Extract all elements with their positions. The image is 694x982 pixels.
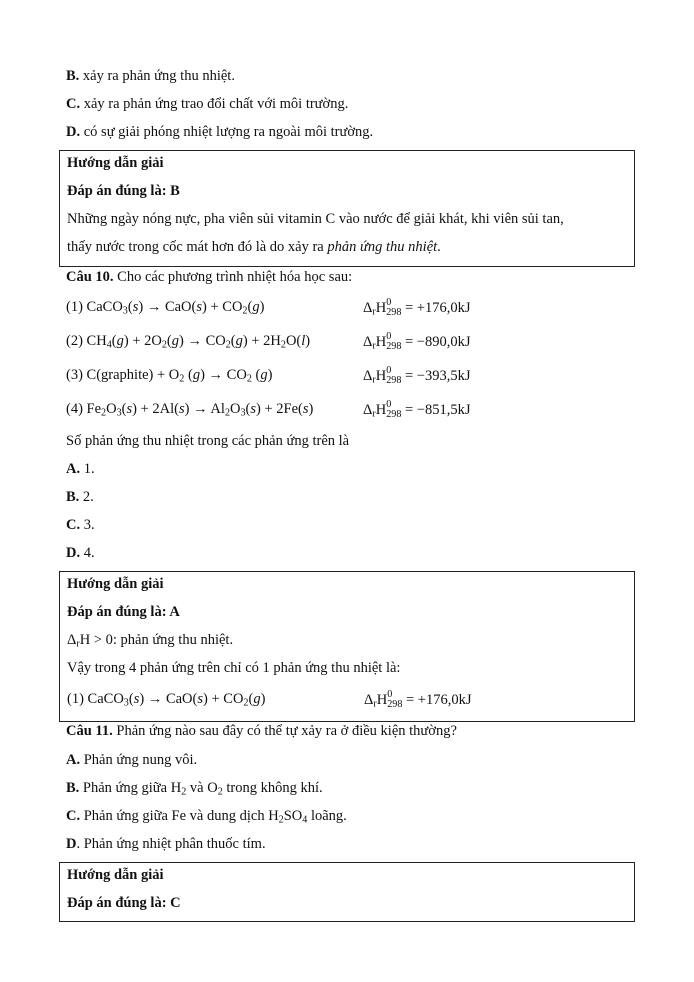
q10-option-a: A. 1. bbox=[66, 461, 95, 477]
reaction-3: (3) C(graphite) + $O_2$ $(g) \to CO_2$ (g) $\Delta_rH$ 0 298 = −393,5kJ bbox=[66, 365, 471, 386]
solution-text-line: Vậy trong 4 phản ứng trên chỉ có 1 phản ứng thu nhiệt là: bbox=[67, 660, 401, 676]
enthalpy-value: $\Delta_rH$ 0 298 = −393,5kJ bbox=[363, 365, 471, 386]
solution-box-q11 bbox=[59, 862, 635, 922]
question-11: Câu 11. Phản ứng nào sau đây có thể tự xảy ra ở điều kiện thường? bbox=[66, 723, 457, 739]
q11-option-a: A. Phản ứng nung vôi. bbox=[66, 752, 198, 768]
solution-answer: Đáp án đúng là: B bbox=[67, 183, 180, 199]
solution-answer: Đáp án đúng là: C bbox=[67, 895, 181, 911]
solution-heading: Hướng dẫn giải bbox=[67, 155, 164, 171]
solution-condition: $\Delta_rH > 0$: phản ứng thu nhiệt. bbox=[67, 632, 234, 650]
reaction-4: (4) $Fe_2O_3(s) + 2Al(s) \to Al_2O_3(s) + 2Fe(s)$ $\Delta_rH$ 0 298 = −851,5kJ bbox=[66, 399, 471, 420]
q9-option-d: D. có sự giải phóng nhiệt lượng ra ngoài môi trường. bbox=[66, 124, 374, 140]
solution-box-q9 bbox=[59, 150, 635, 267]
q11-option-b: B. Phản ứng giữa $H_2$ và $O_2$ trong không khí. bbox=[66, 780, 323, 798]
enthalpy-value: $\Delta_rH$ 0 298 = +176,0kJ bbox=[364, 689, 472, 710]
solution-text-line: Những ngày nóng nực, pha viên sủi vitamin C vào nước để giải khát, khi viên sủi tan, bbox=[67, 211, 564, 227]
q10-option-b: B. 2. bbox=[66, 489, 94, 505]
question-10-prompt: Số phản ứng thu nhiệt trong các phản ứng trên là bbox=[66, 433, 350, 449]
solution-text-line: thấy nước trong cốc mát hơn đó là do xảy ra phản ứng thu nhiệt. bbox=[67, 239, 441, 255]
question-10: Câu 10. Cho các phương trình nhiệt hóa học sau: bbox=[66, 269, 353, 285]
q11-option-d: D. Phản ứng nhiệt phân thuốc tím. bbox=[66, 836, 266, 852]
enthalpy-value: $\Delta_rH$ 0 298 = −890,0kJ bbox=[363, 331, 471, 352]
reaction-1: (1) CaCO$_3$(s) → $CaO(s) + CO_2(g)$ $\Delta_rH$ 0 298 = +176,0kJ bbox=[66, 297, 471, 318]
solution-box-q10 bbox=[59, 571, 635, 722]
solution-reaction: (1) CaCO$_3$(s) → $CaO(s) + CO_2(g)$ $\Delta_rH$ 0 298 = +176,0kJ bbox=[67, 689, 472, 710]
solution-answer: Đáp án đúng là: A bbox=[67, 604, 180, 620]
q9-option-b: B. xảy ra phản ứng thu nhiệt. bbox=[66, 68, 235, 84]
enthalpy-value: $\Delta_rH$ 0 298 = −851,5kJ bbox=[363, 399, 471, 420]
solution-heading: Hướng dẫn giải bbox=[67, 576, 164, 592]
solution-heading: Hướng dẫn giải bbox=[67, 867, 164, 883]
q9-option-c: C. xảy ra phản ứng trao đổi chất với môi trường. bbox=[66, 96, 349, 112]
enthalpy-value: $\Delta_rH$ 0 298 = +176,0kJ bbox=[363, 297, 471, 318]
q10-option-c: C. 3. bbox=[66, 517, 95, 533]
reaction-2: (2) $CH_4(g) + 2O_2(g) \to CO_2(g) + 2H_2O(l)$ $\Delta_rH$ 0 298 = −890,0kJ bbox=[66, 331, 471, 352]
q10-option-d: D. 4. bbox=[66, 545, 95, 561]
q11-option-c: C. Phản ứng giữa Fe và dung dịch $H_2SO_4$ loãng. bbox=[66, 808, 347, 826]
